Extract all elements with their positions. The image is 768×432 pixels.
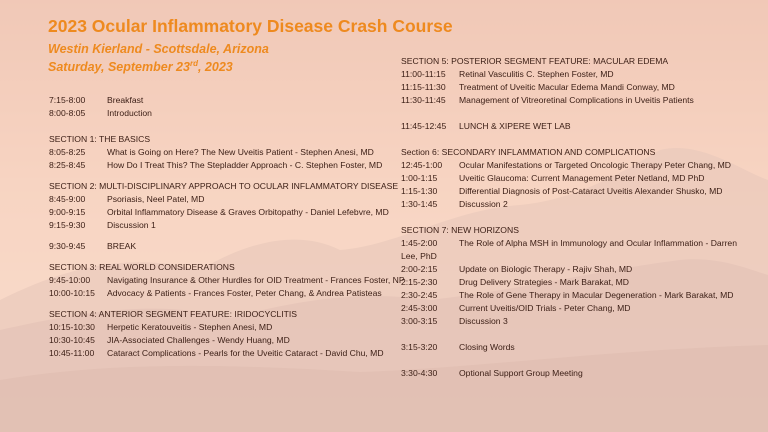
session-time: 3:30-4:30 (401, 368, 438, 378)
schedule-row (401, 237, 737, 250)
schedule-row-closing (401, 341, 731, 354)
schedule-row (401, 263, 731, 276)
schedule-row (401, 172, 731, 185)
session-title: Optional Support Group Meeting (459, 368, 583, 378)
session-time: 3:15-3:20 (401, 342, 438, 352)
session-title: LUNCH & XIPERE WET LAB (459, 121, 571, 131)
session-title: Uveitic Glaucoma: Current Management Peter Netland, MD PhD (459, 173, 705, 183)
schedule-row (401, 315, 731, 328)
session-title: Cataract Complications - Pearls for the Uveitic Cataract - David Chu, MD (107, 348, 384, 358)
session-time: 1:15-1:30 (401, 186, 438, 196)
schedule-row (401, 276, 731, 289)
session-time: 7:15-8:00 (49, 95, 86, 105)
session-time: 9:00-9:15 (49, 207, 86, 217)
session-time: 9:45-10:00 (49, 275, 91, 285)
session-title: The Role of Gene Therapy in Macular Degeneration - Mark Barakat, MD (459, 290, 734, 300)
session-title: Discussion 3 (459, 316, 508, 326)
session-title: Treatment of Uveitic Macular Edema Mandi Conway, MD (459, 82, 675, 92)
session-time: 8:25-8:45 (49, 160, 86, 170)
session-title: Discussion 1 (107, 220, 156, 230)
session-time: 2:30-2:45 (401, 290, 438, 300)
schedule-row (49, 287, 391, 300)
session-title: Herpetic Keratouveitis - Stephen Anesi, MD (107, 322, 273, 332)
session-title: Psoriasis, Neel Patel, MD (107, 194, 205, 204)
session-time: 11:30-11:45 (401, 95, 446, 105)
session-time: 9:30-9:45 (49, 241, 86, 251)
session-title: Management of Vitreoretinal Complications in Uveitis Patients (459, 95, 694, 105)
venue-location: Westin Kierland - Scottsdale, Arizona (48, 42, 269, 56)
schedule-row (401, 81, 731, 94)
section-6-heading: Section 6: SECONDARY INFLAMMATION AND COMPLICATIONS (401, 147, 656, 157)
session-time: 10:00-10:15 (49, 288, 95, 298)
schedule-row (49, 274, 405, 287)
session-time: 10:30-10:45 (49, 335, 95, 345)
schedule-row (49, 334, 391, 347)
schedule-row-lunch (401, 120, 731, 133)
session-title: Drug Delivery Strategies - Mark Barakat, MD (459, 277, 630, 287)
schedule-row (49, 193, 391, 206)
section-3-heading: SECTION 3: REAL WORLD CONSIDERATIONS (49, 262, 235, 272)
schedule-row (401, 94, 731, 107)
session-title: Update on Biologic Therapy - Rajiv Shah, MD (459, 264, 633, 274)
session-title: Differential Diagnosis of Post-Cataract Uveitis Alexander Shusko, MD (459, 186, 723, 196)
schedule-row (401, 198, 731, 211)
session-time: 11:15-11:30 (401, 82, 446, 92)
schedule-row (49, 159, 391, 172)
session-time: 12:45-1:00 (401, 160, 443, 170)
schedule-row-support-group (401, 367, 731, 380)
session-time: 8:45-9:00 (49, 194, 86, 204)
session-title: Ocular Manifestations or Targeted Oncologic Therapy Peter Chang, MD (459, 160, 731, 170)
schedule-row (49, 219, 391, 232)
schedule-row-break (49, 240, 391, 253)
session-title: Closing Words (459, 342, 515, 352)
section-5-heading: SECTION 5: POSTERIOR SEGMENT FEATURE: MACULAR EDEMA (401, 56, 669, 66)
page-title: 2023 Ocular Inflammatory Disease Crash Course (48, 16, 453, 36)
session-time: 8:05-8:25 (49, 147, 86, 157)
session-title: Current Uveitis/OID Trials - Peter Chang, MD (459, 303, 631, 313)
schedule-row (401, 302, 731, 315)
session-title: Discussion 2 (459, 199, 508, 209)
session-time: 9:15-9:30 (49, 220, 86, 230)
schedule-right-column (401, 55, 737, 380)
schedule-row (401, 289, 734, 302)
schedule-row (49, 206, 391, 219)
schedule-row (49, 321, 391, 334)
session-time: 11:45-12:45 (401, 121, 447, 131)
section-4-heading: SECTION 4: ANTERIOR SEGMENT FEATURE: IRIDOCYCLITIS (49, 309, 297, 319)
session-time: 10:45-11:00 (49, 348, 95, 358)
session-time: 3:00-3:15 (401, 316, 438, 326)
schedule-row (401, 68, 731, 81)
session-time: 1:45-2:00 (401, 238, 438, 248)
session-title: JIA-Associated Challenges - Wendy Huang, MD (107, 335, 290, 345)
session-title: Navigating Insurance & Other Hurdles for OID Treatment - Frances Foster, NP (107, 275, 405, 285)
schedule-row (49, 347, 391, 360)
session-time: 1:30-1:45 (401, 199, 438, 209)
section-7-heading: SECTION 7: NEW HORIZONS (401, 225, 519, 235)
session-title: Introduction (107, 108, 152, 118)
schedule-row (49, 107, 391, 120)
session-title-continued: Lee, PhD (401, 251, 437, 261)
session-time: 8:00-8:05 (49, 108, 86, 118)
schedule-row (401, 185, 731, 198)
session-title: Breakfast (107, 95, 144, 105)
session-title: What is Going on Here? The New Uveitis Patient - Stephen Anesi, MD (107, 147, 374, 157)
session-time: 2:15-2:30 (401, 277, 438, 287)
session-title: BREAK (107, 241, 137, 251)
session-time: 2:45-3:00 (401, 303, 438, 313)
event-date: Saturday, September 23rd, 2023 (48, 59, 233, 75)
schedule-row (49, 94, 391, 107)
session-time: 11:00-11:15 (401, 69, 446, 79)
section-1-heading: SECTION 1: THE BASICS (49, 134, 151, 144)
session-title: How Do I Treat This? The Stepladder Approach - C. Stephen Foster, MD (107, 160, 383, 170)
session-title: Orbital Inflammatory Disease & Graves Orbitopathy - Daniel Lefebvre, MD (107, 207, 389, 217)
session-title: Advocacy & Patients - Frances Foster, Peter Chang, & Andrea Patisteas (107, 288, 382, 298)
session-title: The Role of Alpha MSH in Immunology and Ocular Inflammation - Darren (459, 238, 737, 248)
schedule-row (49, 146, 391, 159)
session-time: 1:00-1:15 (401, 173, 438, 183)
section-2-heading: SECTION 2: MULTI-DISCIPLINARY APPROACH TO OCULAR INFLAMMATORY DISEASE (49, 181, 399, 191)
schedule-row (401, 159, 731, 172)
session-time: 10:15-10:30 (49, 322, 95, 332)
schedule-left-column (49, 94, 405, 360)
session-time: 2:00-2:15 (401, 264, 438, 274)
session-title: Retinal Vasculitis C. Stephen Foster, MD (459, 69, 614, 79)
